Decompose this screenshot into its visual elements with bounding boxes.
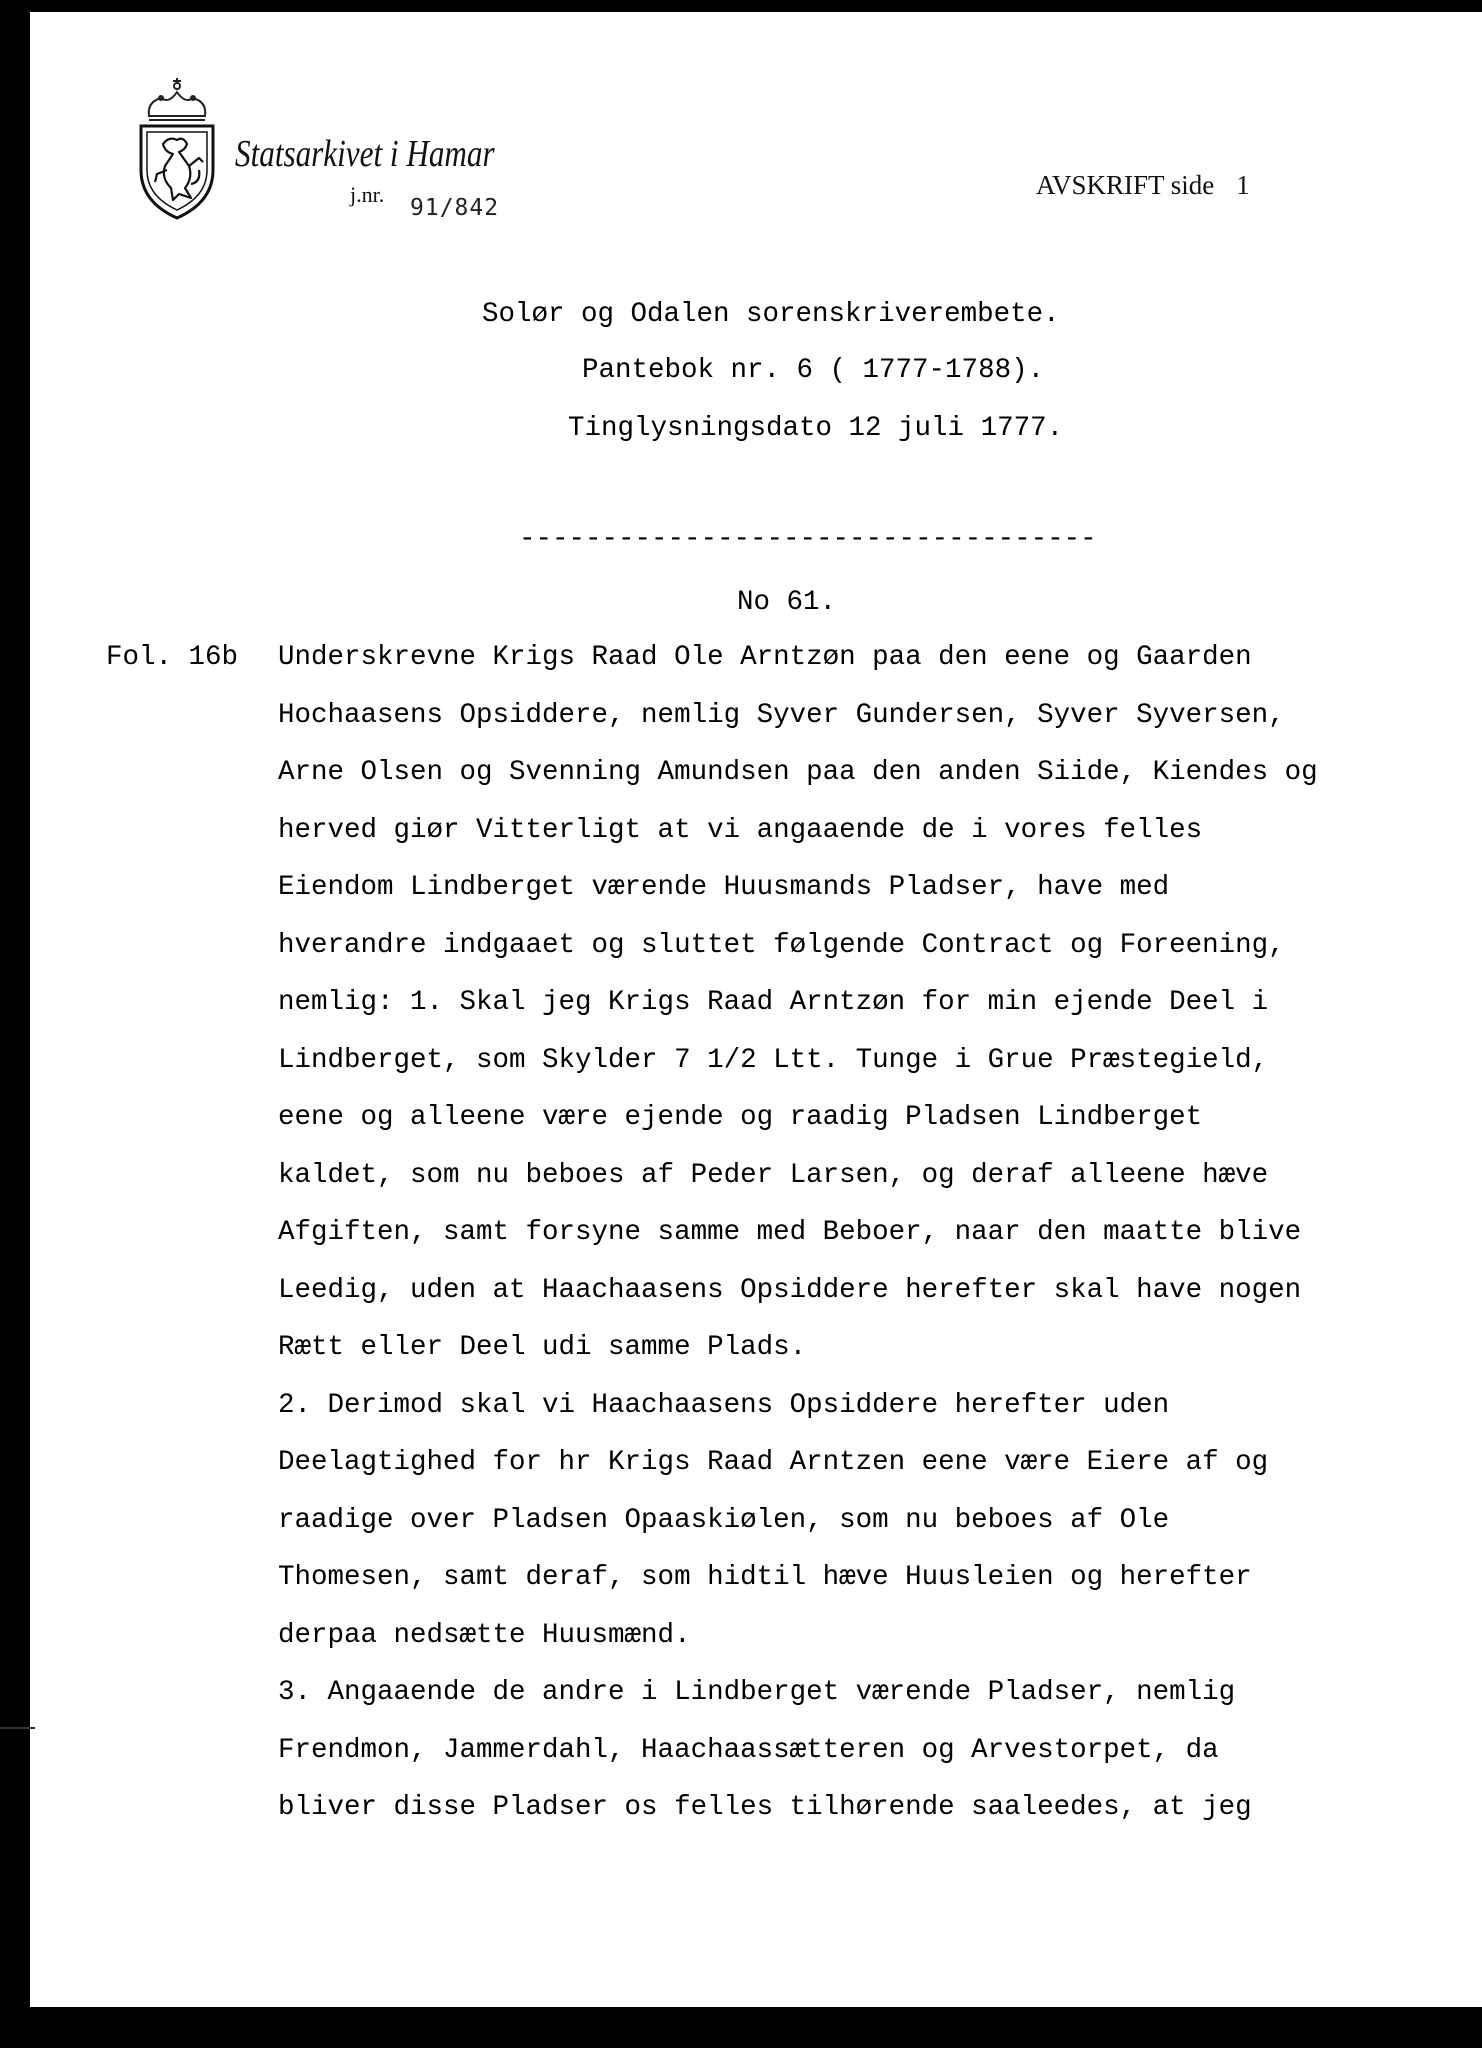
body-line: Lindberget, som Skylder 7 1/2 Ltt. Tunge i Grue Præstegield,: [278, 1044, 1269, 1076]
body-line: 3. Angaaende de andre i Lindberget værende Pladser, nemlig: [278, 1677, 1236, 1708]
norwegian-coat-of-arms-icon: [127, 74, 227, 224]
body-line: 2. Derimod skal vi Haachaasens Opsiddere herefter uden: [278, 1389, 1170, 1421]
body-line: eene og alleene være ejende og raadig Pladsen Lindberget: [278, 1102, 1203, 1133]
folio-reference: Fol. 16b: [106, 642, 239, 673]
body-line: Arne Olsen og Svenning Amundsen paa den anden Siide, Kiendes og: [278, 757, 1318, 788]
body-line: derpaa nedsætte Huusmænd.: [278, 1619, 691, 1651]
body-line: kaldet, som nu beboes af Peder Larsen, og deraf alleene hæve: [278, 1159, 1269, 1191]
body-line: nemlig: 1. Skal jeg Krigs Raad Arntzøn for min ejende Deel i: [278, 987, 1269, 1018]
body-line: raadige over Pladsen Opaaskiølen, som nu beboes af Ole: [278, 1504, 1170, 1536]
journal-number-label: j.nr.: [350, 182, 385, 207]
registration-date-heading: Tinglysningsdato 12 juli 1777.: [568, 413, 1064, 444]
body-line: bliver disse Pladser os felles tilhørende saaleedes, at jeg: [278, 1792, 1252, 1823]
document-page: [30, 12, 1482, 2007]
transcript-label: AVSKRIFT side: [1036, 170, 1215, 200]
body-line: hverandre indgaaet og sluttet følgende Contract og Foreening,: [278, 929, 1285, 961]
body-line: Rætt eller Deel udi samme Plads.: [278, 1332, 807, 1363]
body-line: herved giør Vitterligt at vi angaaende de i vores felles: [278, 814, 1203, 846]
document-number: No 61.: [737, 587, 837, 618]
transcript-page-indicator: [1036, 170, 1250, 201]
body-line: Leedig, uden at Haachaasens Opsiddere herefter skal have nogen: [278, 1274, 1302, 1306]
archive-name: Statsarkivet i Hamar: [235, 133, 495, 175]
body-line: Eiendom Lindberget værende Huusmands Pladser, have med: [278, 872, 1170, 903]
body-line: Frendmon, Jammerdahl, Haachaassætteren og Arvestorpet, da: [278, 1734, 1219, 1766]
body-line: Afgiften, samt forsyne samme med Beboer, naar den maatte blive: [278, 1217, 1302, 1248]
margin-mark: [0, 1727, 35, 1729]
body-line: Thomesen, samt deraf, som hidtil hæve Huusleien og herefter: [278, 1562, 1252, 1593]
separator-line: -----------------------------------: [519, 524, 1097, 555]
page-number: 1: [1236, 170, 1250, 200]
journal-number-value: 91/842: [410, 195, 500, 221]
mortgage-book-heading: Pantebok nr. 6 ( 1777-1788).: [582, 355, 1045, 386]
letterhead: [30, 12, 1482, 252]
body-line: Deelagtighed for hr Krigs Raad Arntzen eene være Eiere af og: [278, 1447, 1269, 1478]
body-line: Underskrevne Krigs Raad Ole Arntzøn paa den eene og Gaarden: [278, 642, 1252, 673]
court-office-heading: Solør og Odalen sorenskriverembete.: [482, 299, 1060, 330]
body-line: Hochaasens Opsiddere, nemlig Syver Gundersen, Syver Syversen,: [278, 699, 1285, 731]
